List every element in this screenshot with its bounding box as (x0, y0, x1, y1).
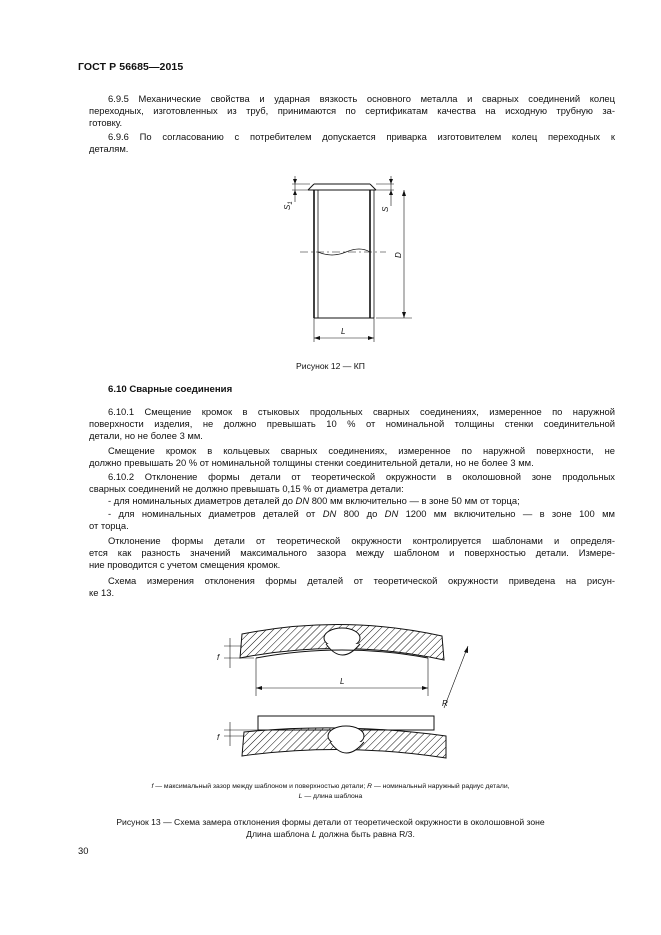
text-line: 6.10.1 Смещение кромок в стыковых продольных сварных соединениях, измеренное по наружной (108, 406, 615, 417)
text-line: 6.9.6 По согласованию с потребителем допускается приварка изготовителем колец переходных к (108, 131, 615, 142)
text-fragment: L (298, 793, 303, 800)
dim-arrow (314, 336, 320, 340)
page-number: 30 (78, 845, 89, 856)
dim-arrow (256, 686, 262, 690)
text-fragment: DN (384, 507, 399, 519)
dim-arrow (293, 179, 297, 184)
weld-root-lower (330, 742, 364, 753)
text-line: от торца. (89, 519, 129, 531)
text-fragment: — максимальный зазор между шаблоном и поверхностью детали; (153, 783, 368, 790)
ring-top-chamfer-left (308, 184, 314, 190)
text-fragment: R (367, 783, 373, 790)
text-fragment: DN (322, 507, 337, 519)
text-fragment: — номинальный наружный радиус детали, (372, 783, 510, 790)
label-f-upper: f (217, 653, 220, 662)
text-fragment: Длина шаблона (246, 829, 312, 839)
text-line: Отклонение формы детали от теоретической окружности контролируется шаблонами и определя- (108, 535, 615, 546)
dim-arrow (389, 190, 393, 195)
text-fragment: - для номинальных диаметров деталей от (108, 507, 323, 519)
dim-arrow (402, 312, 406, 318)
paragraph-6-10-2-template (89, 535, 615, 572)
paragraph-6-9-5 (89, 93, 615, 130)
label-f-lower: f (217, 733, 220, 742)
text-line: поверхности изделия, не должно превышать 10 % от номинальной толщины стенки соединительной (89, 418, 615, 430)
text-line: Схема измерения отклонения формы деталей от теоретической окружности приведена на рисун- (108, 575, 615, 586)
text-fragment: — длина шаблона (302, 793, 363, 800)
paragraph-6-10-2 (89, 471, 615, 532)
list-item (89, 495, 615, 507)
text-fragment: 1200 мм включительно — в зоне 100 мм (398, 507, 615, 519)
text-fragment: должна быть равна R/3. (316, 829, 415, 839)
figure-13-caption (0, 816, 661, 840)
figure-12-caption: Рисунок 12 — КП (296, 361, 365, 371)
label-d: D (394, 252, 403, 258)
list-item (89, 508, 615, 520)
figure-13-legend (0, 782, 661, 802)
dim-arrow (422, 686, 428, 690)
weld-root-upper (326, 644, 360, 655)
figure-12-ring-drawing (270, 172, 420, 352)
text-fragment: L (311, 829, 317, 839)
text-fragment: DN (295, 495, 310, 507)
text-line: ние проводится с учетом смещения кромок. (89, 559, 281, 571)
paragraph-6-9-6 (89, 131, 615, 155)
label-l: L (341, 327, 346, 336)
ring-top-chamfer-right (370, 184, 376, 190)
text-line: детали, но не более 3 мм. (89, 430, 203, 442)
text-line: 6.9.5 Механические свойства и ударная вязкость основного металла и сварных соединений колец (108, 93, 615, 104)
label-s1: $S_1$ (283, 201, 294, 210)
caption-line: Рисунок 13 — Схема замера отклонения формы детали от теоретической окружности в околошовной зоне (116, 817, 545, 827)
text-line: ке 13. (89, 587, 115, 599)
dim-arrow (402, 190, 406, 196)
dim-arrow (389, 179, 393, 184)
label-s: S (381, 206, 390, 212)
text-fragment: - для номинальных диаметров деталей до (108, 495, 296, 507)
text-fragment: 800 до (336, 507, 385, 519)
dim-arrow (464, 646, 468, 653)
text-fragment: f (151, 783, 154, 790)
text-line: деталям. (89, 143, 129, 155)
text-line: ется как разность значений максимального зазора между шаблоном и поверхностью детали. Измере- (89, 547, 615, 559)
paragraph-6-10-2-scheme (89, 575, 615, 599)
legend-line (0, 782, 661, 792)
dim-arrow (293, 190, 297, 195)
text-line: сварных соединений не должно превышать 0,15 % от диаметра детали: (89, 483, 404, 495)
text-fragment: 800 мм включительно — в зоне 50 мм от торца; (309, 495, 520, 507)
text-line: переходных, изготовленных из труб, принимаются по сертификатам качества на исходную трубную за- (89, 105, 615, 117)
document-header: ГОСТ Р 56685—2015 (78, 61, 184, 73)
text-line: Смещение кромок в кольцевых сварных соединениях, измеренное по наружной поверхности, не (108, 445, 615, 456)
caption-line (0, 828, 661, 840)
paragraph-6-10-1 (89, 406, 615, 443)
label-l: L (340, 677, 345, 686)
text-line: 6.10.2 Отклонение формы детали от теоретической окружности в околошовной зоне продольных (108, 471, 615, 482)
text-line: должно превышать 20 % от номинальной толщины стенки соединительной детали, но не более 3 мм. (89, 457, 534, 469)
legend-line (0, 792, 661, 802)
paragraph-6-10-1-ring-welds (89, 445, 615, 469)
figure-13-measurement-scheme (214, 618, 484, 778)
text-line: готовку. (89, 117, 123, 129)
dim-arrow (368, 336, 374, 340)
label-r: R (442, 699, 448, 708)
section-title-6-10: 6.10 Сварные соединения (108, 384, 233, 395)
